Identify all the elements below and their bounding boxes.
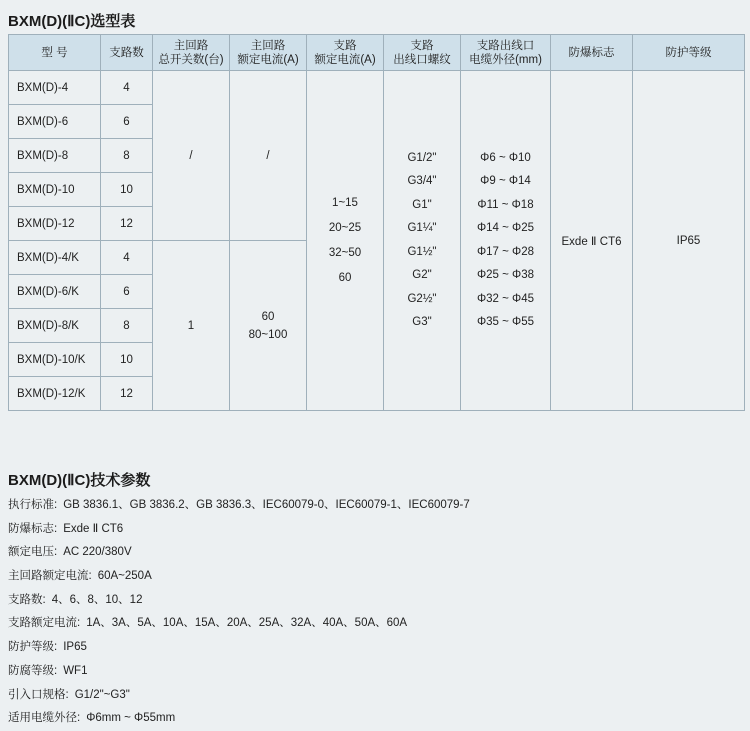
branches-cell: 10 bbox=[101, 173, 153, 207]
model-cell: BXM(D)-12/K bbox=[9, 377, 101, 411]
header-branch-current bbox=[307, 35, 384, 71]
main-current-cell bbox=[230, 241, 307, 411]
header-text: 支路出线口 电缆外径(mm) bbox=[469, 39, 542, 66]
param-value: IP65 bbox=[63, 641, 87, 654]
param-label: 防护等级: bbox=[8, 641, 58, 654]
cable-od-value: Φ32 ~ Φ45 bbox=[476, 292, 535, 305]
thread-value: G1/2" bbox=[407, 151, 437, 164]
thread-list bbox=[384, 147, 460, 335]
cable-od-value: Φ17 ~ Φ28 bbox=[476, 245, 535, 258]
header-model bbox=[9, 35, 101, 71]
param-label: 防爆标志: bbox=[8, 522, 58, 535]
branches-cell: 10 bbox=[101, 343, 153, 377]
cable-od-value: Φ6 ~ Φ10 bbox=[480, 151, 531, 164]
param-value: 60A~250A bbox=[97, 570, 152, 583]
header-text: 防护等级 bbox=[665, 46, 712, 59]
ip-grade-cell: IP65 bbox=[633, 71, 745, 411]
branches-cell: 6 bbox=[101, 275, 153, 309]
table-row bbox=[9, 71, 745, 105]
param-label: 适用电缆外径: bbox=[8, 712, 81, 725]
main-switch-cell: / bbox=[153, 71, 230, 241]
branches-cell: 4 bbox=[101, 241, 153, 275]
thread-value: G2½" bbox=[407, 292, 437, 305]
param-value: G1/2"~G3" bbox=[74, 688, 130, 701]
branch-current-value: 1~15 bbox=[332, 196, 358, 209]
cable-od-list bbox=[461, 147, 550, 335]
branch-current-value: 32~50 bbox=[328, 246, 362, 259]
header-ex-mark bbox=[551, 35, 633, 71]
header-main-current bbox=[230, 35, 307, 71]
param-label: 支路额定电流: bbox=[8, 617, 81, 630]
header-text: 主回路 总开关数(台) bbox=[158, 39, 224, 66]
param-row bbox=[8, 660, 470, 684]
thread-value: G1½" bbox=[407, 245, 437, 258]
ex-mark-cell: Exde Ⅱ CT6 bbox=[551, 71, 633, 411]
thread-value: G1" bbox=[412, 198, 432, 211]
param-value: Φ6mm ~ Φ55mm bbox=[86, 712, 176, 725]
header-branches bbox=[101, 35, 153, 71]
header-text: 支路数 bbox=[109, 46, 144, 59]
header-ip-grade bbox=[633, 35, 745, 71]
branch-current-list bbox=[307, 191, 383, 291]
cable-od-value: Φ11 ~ Φ18 bbox=[477, 198, 534, 211]
header-text: 支路 额定电流(A) bbox=[314, 39, 376, 66]
header-text: 主回路 额定电流(A) bbox=[237, 39, 299, 66]
cable-od-value: Φ35 ~ Φ55 bbox=[476, 316, 535, 328]
thread-value: G2" bbox=[412, 269, 432, 281]
model-cell: BXM(D)-10/K bbox=[9, 343, 101, 377]
header-text: 防爆标志 bbox=[568, 46, 615, 59]
branches-cell: 8 bbox=[101, 309, 153, 343]
param-row bbox=[8, 636, 470, 660]
tech-params-list bbox=[8, 494, 470, 731]
param-label: 支路数: bbox=[8, 593, 46, 606]
branch-current-cell bbox=[307, 71, 384, 411]
cable-od-value: Φ14 ~ Φ25 bbox=[476, 222, 535, 234]
param-row bbox=[8, 565, 470, 589]
thread-cell bbox=[384, 71, 461, 411]
selection-table bbox=[8, 34, 745, 411]
main-current-list bbox=[230, 308, 306, 344]
branches-cell: 4 bbox=[101, 71, 153, 105]
model-cell: BXM(D)-4/K bbox=[9, 241, 101, 275]
model-cell: BXM(D)-8/K bbox=[9, 309, 101, 343]
selection-table-title: BXM(D)(ⅡC)选型表 bbox=[8, 13, 136, 30]
header-thread bbox=[384, 35, 461, 71]
param-value: GB 3836.1、GB 3836.2、GB 3836.3、IEC60079-0、IEC60079-1、IEC60079-7 bbox=[63, 499, 470, 511]
cable-od-value: Φ9 ~ Φ14 bbox=[480, 175, 531, 187]
param-label: 执行标准: bbox=[8, 499, 58, 511]
cable-od-value: Φ25 ~ Φ38 bbox=[476, 269, 535, 281]
cable-od-cell bbox=[461, 71, 551, 411]
model-cell: BXM(D)-6 bbox=[9, 105, 101, 139]
table-header-row bbox=[9, 35, 745, 71]
tech-params-title: BXM(D)(ⅡC)技术参数 bbox=[8, 472, 151, 489]
param-label: 防腐等级: bbox=[8, 664, 58, 677]
branches-cell: 8 bbox=[101, 139, 153, 173]
param-value: 1A、3A、5A、10A、15A、20A、25A、32A、40A、50A、60A bbox=[86, 617, 408, 630]
param-value: 4、6、8、10、12 bbox=[51, 593, 143, 606]
thread-value: G3/4" bbox=[407, 175, 437, 187]
model-cell: BXM(D)-4 bbox=[9, 71, 101, 105]
model-cell: BXM(D)-12 bbox=[9, 207, 101, 241]
param-label: 额定电压: bbox=[8, 546, 58, 559]
branches-cell: 12 bbox=[101, 207, 153, 241]
param-value: Exde Ⅱ CT6 bbox=[63, 522, 124, 535]
thread-value: G1¼" bbox=[407, 222, 437, 234]
param-row bbox=[8, 612, 470, 636]
model-cell: BXM(D)-8 bbox=[9, 139, 101, 173]
param-value: AC 220/380V bbox=[63, 546, 132, 559]
param-row bbox=[8, 684, 470, 708]
branch-current-value: 20~25 bbox=[328, 221, 362, 234]
param-label: 引入口规格: bbox=[8, 688, 69, 701]
param-row bbox=[8, 494, 470, 518]
param-row bbox=[8, 589, 470, 613]
branches-cell: 6 bbox=[101, 105, 153, 139]
header-main-switch bbox=[153, 35, 230, 71]
header-text: 型 号 bbox=[41, 46, 68, 59]
branches-cell: 12 bbox=[101, 377, 153, 411]
header-text: 支路 出线口螺纹 bbox=[393, 39, 451, 66]
param-value: WF1 bbox=[63, 664, 88, 677]
main-current-cell: / bbox=[230, 71, 307, 241]
header-cable-od bbox=[461, 35, 551, 71]
model-cell: BXM(D)-6/K bbox=[9, 275, 101, 309]
main-current-value: 60 bbox=[261, 310, 275, 323]
branch-current-value: 60 bbox=[338, 271, 352, 284]
main-switch-cell: 1 bbox=[153, 241, 230, 411]
param-row bbox=[8, 518, 470, 542]
model-cell: BXM(D)-10 bbox=[9, 173, 101, 207]
param-label: 主回路额定电流: bbox=[8, 570, 92, 583]
param-row bbox=[8, 707, 470, 731]
main-current-value: 80~100 bbox=[248, 328, 288, 341]
param-row bbox=[8, 541, 470, 565]
thread-value: G3" bbox=[412, 316, 432, 328]
